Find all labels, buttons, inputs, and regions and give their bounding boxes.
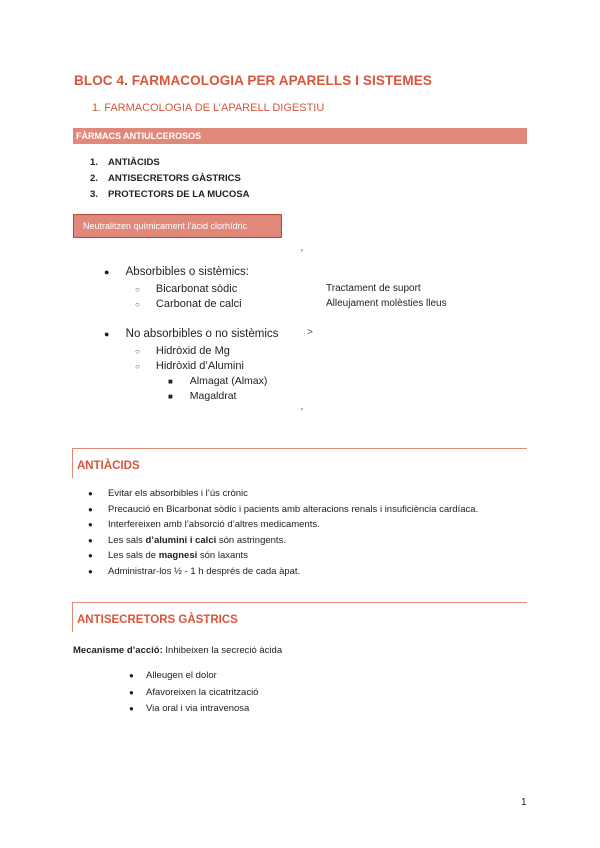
section-heading: ANTISECRETORS GÀSTRICS — [77, 614, 238, 626]
list-item: ● Les sals d’alumini i calci són astringents. — [88, 534, 286, 546]
farmacs-bar: FÀRMACS ANTIULCEROSOS — [73, 128, 527, 144]
list-item: ● Via oral i via intravenosa — [129, 703, 250, 714]
antiacids-list — [88, 488, 478, 582]
no-absorbibles-item: ● No absorbibles o no sistèmics — [104, 328, 279, 340]
side-note: Alleujament molèsties lleus — [326, 298, 447, 309]
no-absorbibles-sub-item: ○ Hidròxid de Mg — [135, 345, 230, 357]
brace-middle-mark: > — [307, 327, 313, 338]
list-item: ● Afavoreixen la cicatrització — [129, 686, 259, 698]
page-title: BLOC 4. FARMACOLOGIA PER APARELLS I SISTEMES — [74, 73, 432, 88]
antiacids-heading — [72, 448, 527, 478]
brace-bottom-mark: ′ — [301, 407, 303, 418]
no-absorbibles-sub-item: ○ Hidròxid d’Alumini — [135, 360, 244, 372]
brace-top-mark: ′ — [301, 248, 303, 259]
absorbibles-item: ● Absorbibles o sistèmics: — [104, 266, 249, 278]
list-item: 2. ANTISECRETORS GÀSTRICS — [90, 173, 241, 184]
list-item: ● Precaució en Bicarbonat sòdic i pacients amb alteracions renals i insuficiència cardíaca. — [88, 503, 479, 515]
antisecretors-heading — [72, 602, 527, 632]
definition-box: Neutralitzen químicament l’àcid clorhídric — [73, 214, 282, 238]
list-item: 3. PROTECTORS DE LA MUCOSA — [90, 189, 250, 200]
page-number: 1 — [521, 797, 527, 808]
list-item: ● Evitar els absorbibles i l’ús crònic — [88, 488, 248, 499]
section-heading: ANTIÀCIDS — [77, 460, 140, 472]
no-absorbibles-sub-sub-item: ■ Almagat (Almax) — [168, 375, 268, 387]
list-item: ● Alleugen el dolor — [129, 670, 217, 681]
antisecretors-list — [129, 670, 258, 720]
mecanisme-line: Mecanisme d’acció: Inhibeixen la secreció àcida — [73, 645, 283, 656]
absorbibles-sub-item: ○ Carbonat de calci — [135, 298, 242, 310]
list-item: ● Interfereixen amb l’absorció d’altres medicaments. — [88, 519, 320, 531]
list-item: 1. ANTIÀCIDS — [90, 157, 160, 168]
list-item: ● Les sals de magnesi són laxants — [88, 550, 248, 562]
absorbibles-sub-item: ○ Bicarbonat sòdic — [135, 283, 238, 295]
farmacs-list — [90, 157, 249, 205]
list-item: ● Administrar-los ½ - 1 h després de cada àpat. — [88, 565, 301, 577]
section-subtitle: 1. FARMACOLOGIA DE L’APARELL DIGESTIU — [92, 102, 325, 114]
no-absorbibles-sub-sub-item: ■ Magaldrat — [168, 390, 237, 402]
side-note: Tractament de suport — [326, 283, 421, 294]
